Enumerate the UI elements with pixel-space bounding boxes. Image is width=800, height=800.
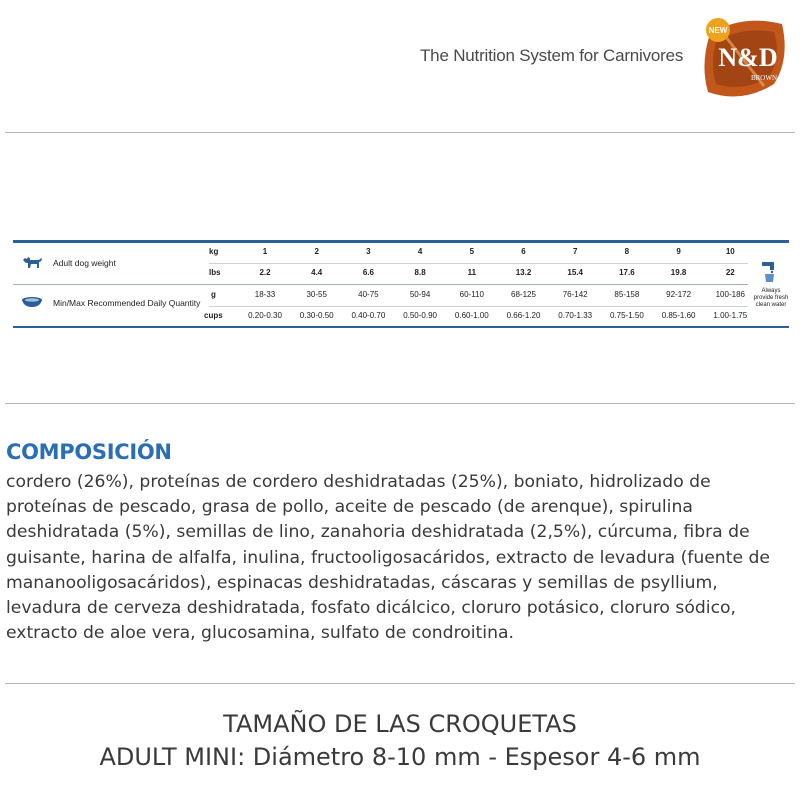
logo-brand: N&D bbox=[718, 43, 778, 72]
grams-cell: 40-75 bbox=[358, 290, 379, 299]
grams-cell: 68-125 bbox=[511, 290, 536, 299]
quantity-label: Min/Max Recommended Daily Quantity bbox=[53, 298, 201, 308]
table-top-border bbox=[13, 240, 789, 243]
cups-cell: 0.20-0.30 bbox=[248, 311, 282, 320]
grams-cell: 100-186 bbox=[715, 290, 745, 299]
lbs-cell: 22 bbox=[725, 268, 735, 277]
kibble-size-title: TAMAÑO DE LAS CROQUETAS bbox=[223, 710, 577, 738]
table-bottom-border bbox=[13, 326, 789, 328]
grams-cell: 30-55 bbox=[306, 290, 327, 299]
feeding-table bbox=[13, 240, 789, 328]
cups-cell: 1.00-1.75 bbox=[713, 311, 748, 320]
unit-lbs: lbs bbox=[209, 268, 221, 277]
food-bowl-icon bbox=[21, 296, 43, 308]
lbs-cell: 4.4 bbox=[311, 268, 323, 277]
lbs-cell: 8.8 bbox=[414, 268, 426, 277]
cups-cell: 0.66-1.20 bbox=[506, 311, 541, 320]
kg-cell: 8 bbox=[624, 247, 630, 256]
grams-cell: 50-94 bbox=[409, 290, 431, 299]
unit-g: g bbox=[211, 290, 216, 299]
lbs-cell: 6.6 bbox=[362, 268, 374, 277]
kg-cell: 4 bbox=[417, 247, 423, 256]
divider-top bbox=[5, 132, 795, 133]
dog-icon bbox=[21, 253, 43, 271]
new-badge: NEW bbox=[708, 26, 728, 35]
kibble-size-text: ADULT MINI: Diámetro 8-10 mm - Espesor 4-6 mm bbox=[99, 743, 701, 771]
water-tap-icon bbox=[760, 260, 780, 284]
row-separator bbox=[209, 263, 748, 264]
logo-variant: BROWN bbox=[750, 74, 778, 82]
kg-cell: 6 bbox=[521, 247, 526, 256]
lbs-cell: 11 bbox=[467, 268, 477, 277]
composition-title: COMPOSICIÓN bbox=[6, 440, 172, 464]
grams-cell: 18-33 bbox=[254, 290, 276, 299]
grams-cell: 85-158 bbox=[614, 290, 640, 299]
weight-label: Adult dog weight bbox=[53, 258, 116, 268]
lbs-cell: 13.2 bbox=[515, 268, 532, 277]
composition-text: cordero (26%), proteínas de cordero deshidratadas (25%), boniato, hidrolizado de proteínas de pescado, grasa de pollo, aceite de pescado (de arenque), spirulina deshidratada (5%), semillas de lino, zanahoria deshidratada (2,5%), cúrcuma, fibra de guisante, harina de alfalfa, inulina, fructooligosacáridos, extracto de levadura (fuente de mananooligosacáridos), espinacas deshidratadas, cáscaras y semillas de psyllium, levadura de cerveza deshidratada, fosfato dicálcico, cloruro potásico, cloruro sódico, extracto de aloe vera, glucosamina, sulfato de condroitina. bbox=[6, 472, 770, 644]
cups-cell: 0.60-1.00 bbox=[454, 311, 489, 320]
grams-cell: 60-110 bbox=[459, 290, 484, 299]
lbs-cell: 19.8 bbox=[670, 268, 687, 277]
unit-cups: cups bbox=[204, 311, 223, 320]
lbs-cell: 2.2 bbox=[259, 268, 271, 277]
unit-kg: kg bbox=[209, 247, 219, 256]
kg-cell: 9 bbox=[676, 247, 681, 256]
kg-cell: 2 bbox=[314, 247, 319, 256]
lbs-cell: 17.6 bbox=[619, 268, 635, 277]
divider-middle bbox=[5, 403, 795, 404]
cups-cell: 0.85-1.60 bbox=[661, 311, 696, 320]
grams-cell: 76-142 bbox=[562, 290, 588, 299]
divider-bottom bbox=[5, 683, 795, 684]
water-note: Always provide fresh clean water bbox=[753, 288, 789, 308]
tagline: The Nutrition System for Carnivores bbox=[420, 46, 684, 65]
kg-cell: 7 bbox=[572, 247, 578, 256]
cups-cell: 0.40-0.70 bbox=[351, 311, 386, 320]
cups-cell: 0.50-0.90 bbox=[403, 311, 437, 320]
kg-cell: 3 bbox=[366, 247, 371, 256]
grams-cell: 92-172 bbox=[666, 290, 692, 299]
cups-cell: 0.70-1.33 bbox=[558, 311, 593, 320]
table-middle-border bbox=[13, 284, 748, 285]
kg-cell: 1 bbox=[262, 247, 268, 256]
lbs-cell: 15.4 bbox=[567, 268, 583, 277]
kg-cell: 10 bbox=[725, 247, 735, 256]
kg-cell: 5 bbox=[469, 247, 475, 256]
brand-logo bbox=[702, 14, 788, 98]
cups-cell: 0.75-1.50 bbox=[609, 311, 644, 320]
row-separator bbox=[209, 306, 748, 307]
cups-cell: 0.30-0.50 bbox=[299, 311, 334, 320]
